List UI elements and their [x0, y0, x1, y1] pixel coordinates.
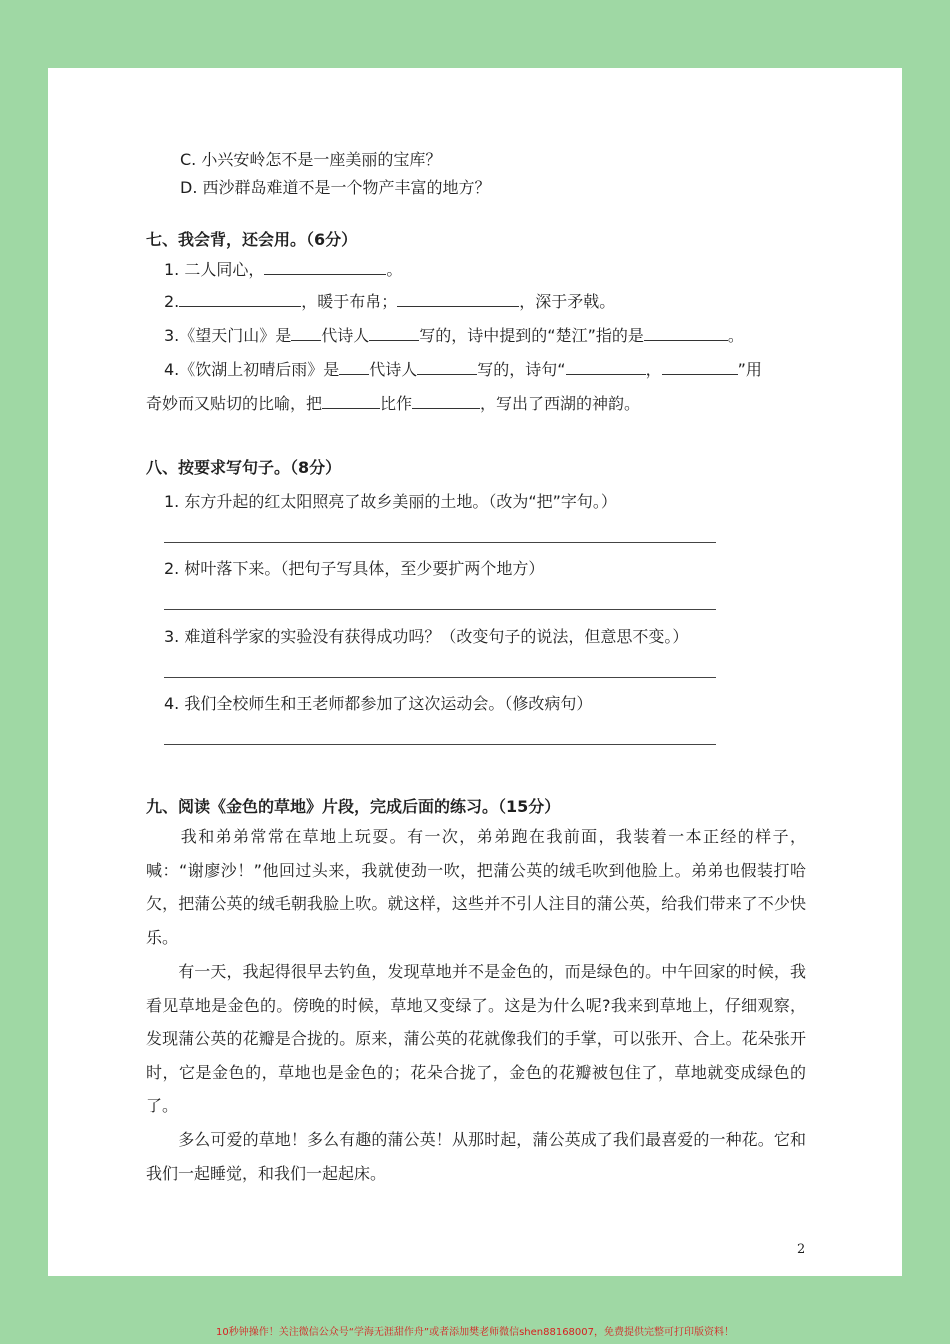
reading-paragraph-3: 多么可爱的草地！多么有趣的蒲公英！从那时起，蒲公英成了我们最喜爱的一种花。它和我们一起睡觉，和我们一起起床。: [146, 1130, 806, 1183]
blank[interactable]: [339, 358, 369, 375]
blank[interactable]: [397, 290, 519, 307]
sec8-question-3: 3. 难道科学家的实验没有获得成功吗？（改变句子的说法，但意思不变。）: [164, 627, 689, 646]
sec7-question-2: 2. ，暖于布帛； ，深于矛戟。: [164, 292, 616, 311]
footer-notice: 10秒钟操作！关注微信公众号“学海无涯甜作舟”或者添加樊老师微信shen88168007，免费提供完整可打印版资料！: [215, 1327, 735, 1338]
answer-line-4[interactable]: [164, 744, 716, 745]
section-9-title: 九、阅读《金色的草地》片段，完成后面的练习。（15分）: [146, 797, 561, 816]
section-8-title: 八、按要求写句子。（8分）: [146, 458, 342, 477]
blank[interactable]: [322, 392, 380, 409]
sec7-question-3: 3.《望天门山》是 代诗人 写的，诗中提到的“楚江”指的是 。: [164, 326, 744, 345]
sec8-question-1: 1. 东方升起的红太阳照亮了故乡美丽的土地。（改为“把”字句。）: [164, 492, 617, 511]
page-number: 2: [797, 1242, 806, 1257]
reading-paragraph-1: 我和弟弟常常在草地上玩耍。有一次，弟弟跑在我前面，我装着一本正经的样子，喊：“谢廖沙！”他回过头来，我就使劲一吹，把蒲公英的绒毛吹到他脸上。弟弟也假装打哈欠，把蒲公英的绒毛朝我脸上吹。就这样，这些并不引人注目的蒲公英，给我们带来了不少快乐。: [146, 827, 806, 947]
worksheet-page: [48, 68, 902, 1276]
option-d: D. 西沙群岛难道不是一个物产丰富的地方？: [180, 178, 491, 197]
blank[interactable]: [291, 324, 321, 341]
blank[interactable]: [662, 358, 738, 375]
option-c: C. 小兴安岭怎不是一座美丽的宝库？: [180, 150, 442, 169]
answer-line-1[interactable]: [164, 542, 716, 543]
answer-line-2[interactable]: [164, 609, 716, 610]
blank[interactable]: [412, 392, 480, 409]
blank[interactable]: [179, 290, 301, 307]
blank[interactable]: [264, 258, 386, 275]
section-7-title: 七、我会背，还会用。（6分）: [146, 230, 358, 249]
sec7-question-1: 1. 二人同心， 。: [164, 260, 403, 279]
blank[interactable]: [417, 358, 477, 375]
sec8-question-4: 4. 我们全校师生和王老师都参加了这次运动会。（修改病句）: [164, 694, 593, 713]
reading-paragraph-2: 有一天，我起得很早去钓鱼，发现草地并不是金色的，而是绿色的。中午回家的时候，我看见草地是金色的。傍晚的时候，草地又变绿了。这是为什么呢?我来到草地上，仔细观察，发现蒲公英的花瓣是合拢的。原来，蒲公英的花就像我们的手掌，可以张开、合上。花朵张开时，它是金色的，草地也是金色的；花朵合拢了，金色的花瓣被包住了，草地就变成绿色的了。: [146, 962, 806, 1116]
sec7-question-4: 4.《饮湖上初晴后雨》是 代诗人 写的，诗句“ ， ”用: [164, 360, 762, 379]
sec7-question-4-cont: 奇妙而又贴切的比喻，把 比作 ，写出了西湖的神韵。: [146, 394, 641, 413]
blank[interactable]: [369, 324, 419, 341]
blank[interactable]: [644, 324, 728, 341]
sec8-question-2: 2. 树叶落下来。（把句子写具体，至少要扩两个地方）: [164, 559, 545, 578]
blank[interactable]: [566, 358, 646, 375]
answer-line-3[interactable]: [164, 677, 716, 678]
